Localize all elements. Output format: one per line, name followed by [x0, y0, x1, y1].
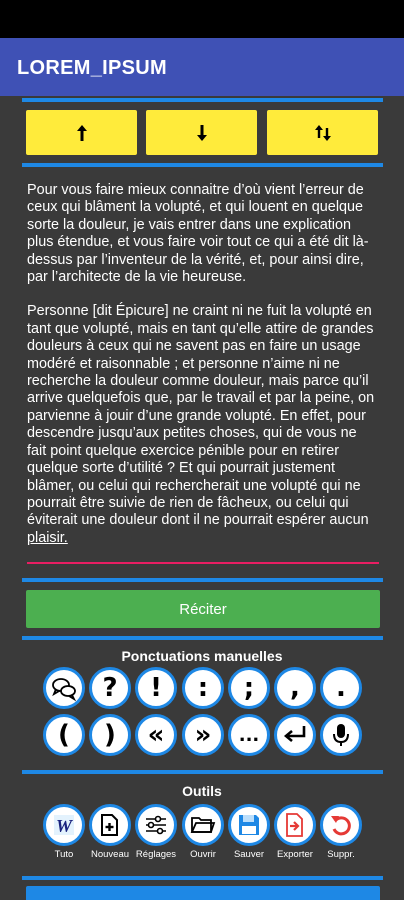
- new-line-button[interactable]: [274, 714, 316, 756]
- export-icon: [282, 812, 308, 838]
- tool-label: Sauver: [233, 849, 265, 860]
- svg-text:W: W: [55, 816, 73, 836]
- tool-label: Réglages: [135, 849, 177, 860]
- tool-sauver[interactable]: [227, 804, 271, 860]
- comma-button[interactable]: ,: [274, 667, 316, 709]
- tool-suppr[interactable]: [319, 804, 363, 860]
- tool-label: Tuto: [54, 849, 74, 860]
- tool-ouvrir[interactable]: [181, 804, 225, 860]
- tool-label: Suppr.: [327, 849, 355, 860]
- tool-label: Ouvrir: [190, 849, 216, 860]
- folder-open-icon: [190, 812, 216, 838]
- app-bar: [0, 38, 404, 96]
- tools-title: Outils: [182, 783, 222, 799]
- tool-tuto[interactable]: [42, 804, 86, 860]
- paragraph-1: Pour vous faire mieux connaitre d’où vient l’erreur de ceux qui blâment la volupté, et qui louent en quelque sorte la douleur, je vais entrer dans une explication plus étendue, et vous faire voir tout ce qui a été dit là-dessus par l’inventeur de la vérité, et, pour ainsi dire, par l’architecte de la vie heureuse.: [27, 182, 369, 286]
- microphone-button[interactable]: [320, 714, 362, 756]
- chat-bubbles-icon: [50, 674, 78, 702]
- divider-punctuation: [22, 770, 383, 774]
- divider-recite: [22, 636, 383, 640]
- period-button[interactable]: .: [320, 667, 362, 709]
- open-guillemet-button[interactable]: «: [135, 714, 177, 756]
- new-file-icon: [97, 812, 123, 838]
- open-paren-button[interactable]: (: [43, 714, 85, 756]
- paragraph-2: [27, 303, 379, 547]
- divider-top: [22, 98, 383, 102]
- swap-vertical-button[interactable]: [267, 110, 378, 155]
- save-icon: [236, 812, 262, 838]
- word-icon: [51, 812, 77, 838]
- close-paren-button[interactable]: ): [89, 714, 131, 756]
- semicolon-button[interactable]: ;: [228, 667, 270, 709]
- exclamation-button[interactable]: !: [135, 667, 177, 709]
- divider-tools: [22, 876, 383, 880]
- colon-button[interactable]: :: [182, 667, 224, 709]
- app-title: LOREM_IPSUM: [17, 57, 167, 79]
- tool-label: Exporter: [277, 849, 313, 860]
- question-mark-button[interactable]: ?: [89, 667, 131, 709]
- enter-arrow-icon: [281, 721, 309, 749]
- tool-reglages[interactable]: [134, 804, 178, 860]
- tool-label: Nouveau: [90, 849, 130, 860]
- chat-bubbles-button[interactable]: [43, 667, 85, 709]
- microphone-icon: [327, 721, 355, 749]
- arrow-down-button[interactable]: [146, 110, 257, 155]
- tool-exporter[interactable]: [273, 804, 317, 860]
- ellipsis-button[interactable]: ...: [228, 714, 270, 756]
- text-editor[interactable]: [27, 182, 379, 564]
- undo-icon: [328, 812, 354, 838]
- sliders-icon: [143, 812, 169, 838]
- recite-button[interactable]: Réciter: [26, 590, 380, 628]
- arrow-up-icon: [73, 123, 91, 143]
- paragraph-2-main: Personne [dit Épicure] ne craint ni ne fuit la volupté en tant que volupté, mais en tant qu’elle attire de grandes douleurs à ceux qui ne savent pas en faire un usage modéré et raisonnable ; et personne n’aime ni ne recherche la douleur comme douleur, mais parce qu’il arrive quelquefois que, par le travail et par la peine, on parvienne à jouir d’une grande volupté. En effet, pour descendre jusqu’aux petites choses, qui de vous ne fait point quelque exercice pénible pour en retirer quelque sorte d’utilité ? Et qui pourrait justement blâmer, ou celui qui rechercherait une volupté qui ne pourrait être suivie de rien de fâcheux, ou celui qui éviterait une douleur dont il ne pourrait espérer aucun: [27, 303, 375, 529]
- punctuation-title: Ponctuations manuelles: [121, 648, 283, 664]
- paragraph-2-underlined: plaisir.: [27, 529, 68, 546]
- swap-vertical-icon: [314, 123, 332, 143]
- arrow-up-button[interactable]: [26, 110, 137, 155]
- bottom-button[interactable]: [26, 886, 380, 900]
- arrow-down-icon: [193, 123, 211, 143]
- divider-text: [22, 578, 383, 582]
- close-guillemet-button[interactable]: »: [182, 714, 224, 756]
- status-bar: [0, 0, 404, 38]
- tool-nouveau[interactable]: [88, 804, 132, 860]
- text-underline: [27, 562, 379, 564]
- divider-toolbar: [22, 163, 383, 167]
